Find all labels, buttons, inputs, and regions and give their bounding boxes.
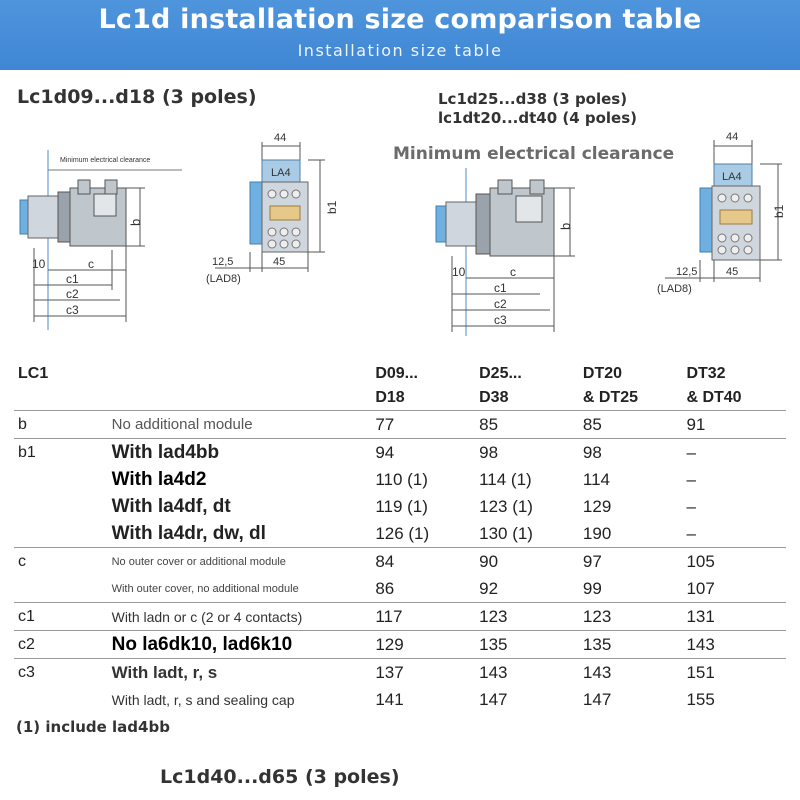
row-value: 117: [371, 603, 475, 631]
row-value: 129: [582, 496, 612, 516]
row-desc: With ladt, r, s: [108, 659, 372, 687]
lad8-label: (LAD8): [206, 273, 241, 285]
row-value: 137: [371, 659, 475, 687]
row-desc: No additional module: [108, 411, 372, 439]
dim-10-label-2: 10: [452, 265, 466, 279]
row-value: 84: [371, 548, 475, 576]
row-value: 91: [682, 411, 786, 439]
clearance-label-small: Minimum electrical clearance: [60, 157, 151, 164]
footnote: (1) include lad4bb: [16, 718, 170, 736]
header-col3-line2: & DT25: [582, 389, 639, 406]
dim-c-label-2: c: [510, 265, 516, 279]
dim-44-label-2: 44: [726, 131, 739, 143]
header-col1: D09...: [375, 365, 418, 382]
dim-c-label: c: [88, 257, 94, 271]
table-row: [14, 659, 786, 687]
row-value: 99: [582, 578, 602, 598]
row-value: 98: [475, 439, 579, 467]
header-col1-line2: D18: [375, 389, 405, 406]
row-value: 141: [375, 689, 404, 709]
row-value: –: [686, 496, 696, 516]
row-value: 123: [475, 603, 579, 631]
row-value: 92: [479, 578, 499, 598]
row-desc: With outer cover, no additional module: [111, 582, 299, 595]
row-desc: No outer cover or additional module: [108, 548, 372, 576]
row-desc: No la6dk10, lad6k10: [108, 631, 372, 659]
section-title-d40-d65: Lc1d40...d65 (3 poles): [160, 766, 400, 788]
row-desc: With la4d2: [111, 468, 207, 490]
table-row: [14, 520, 786, 548]
header-col4-line2: & DT40: [686, 389, 742, 406]
row-dim: c: [14, 548, 108, 576]
row-value: 85: [475, 411, 579, 439]
row-value: 143: [475, 659, 579, 687]
clearance-label-large: Minimum electrical clearance: [393, 144, 675, 164]
header-col2: D25...: [479, 365, 522, 382]
row-value: 190: [582, 523, 612, 543]
row-value: –: [686, 469, 696, 489]
table-row: [14, 466, 786, 493]
row-desc: With la4dr, dw, dl: [111, 522, 266, 544]
table-row: [14, 686, 786, 713]
row-dim: c3: [14, 659, 108, 687]
table-row: [14, 493, 786, 520]
row-dim: [14, 686, 108, 713]
row-value: 143: [682, 631, 786, 659]
row-value: –: [682, 439, 786, 467]
row-value: 105: [682, 548, 786, 576]
row-value: 86: [375, 578, 395, 598]
row-desc: With ladt, r, s and sealing cap: [111, 691, 295, 708]
section-title-d25-d38: Lc1d25...d38 (3 poles): [438, 90, 628, 108]
table-row: [14, 548, 786, 576]
header-label: LC1: [18, 365, 49, 382]
la4-module-label: LA4: [271, 167, 291, 179]
row-value: 147: [479, 689, 508, 709]
row-value: 129: [371, 631, 475, 659]
dim-12-5-label-2: 12,5: [676, 266, 698, 278]
table-row: [14, 575, 786, 603]
row-value: 114: [582, 469, 611, 489]
row-value: 123 (1): [479, 496, 533, 516]
dim-10-label: 10: [32, 257, 46, 271]
dim-44-label: 44: [274, 132, 287, 144]
header-col4: DT32: [686, 365, 726, 382]
la4-module-label-2: LA4: [722, 171, 742, 183]
row-value: 143: [579, 659, 683, 687]
dimension-drawings: [0, 0, 800, 360]
table-row: [14, 603, 786, 631]
banner-subtitle: Installation size table: [297, 41, 503, 60]
dim-b-label: b: [128, 218, 143, 226]
banner-title: Lc1d installation size comparison table: [98, 4, 702, 35]
row-value: 151: [682, 659, 786, 687]
row-value: 97: [579, 548, 683, 576]
dim-c1-label-2: c1: [494, 281, 507, 295]
dim-45-label: 45: [273, 256, 286, 268]
front-view-d09-d18: [215, 142, 325, 272]
table-header-row: [14, 362, 786, 386]
row-value: 77: [371, 411, 475, 439]
dim-b1-label: b1: [325, 200, 339, 214]
dim-45-label-2: 45: [726, 266, 739, 278]
row-value: 135: [579, 631, 683, 659]
row-dim: c1: [14, 603, 108, 631]
dim-c2-label-2: c2: [494, 297, 507, 311]
dim-c2-label: c2: [66, 287, 79, 301]
row-dim: b1: [14, 439, 108, 467]
row-dim: b: [14, 411, 108, 439]
header-col3: DT20: [582, 365, 623, 382]
section-title-dt20-dt40: lc1dt20...dt40 (4 poles): [438, 109, 638, 127]
section-title-d09-d18: Lc1d09...d18 (3 poles): [17, 86, 257, 108]
row-value: 85: [579, 411, 683, 439]
dim-12-5-label: 12,5: [212, 256, 234, 268]
front-view-d25-d38: [665, 140, 782, 282]
row-value: 147: [582, 689, 612, 709]
table-row: [14, 411, 786, 439]
row-value: 107: [686, 578, 715, 598]
dim-c3-label: c3: [66, 303, 79, 317]
dim-b1-label-2: b1: [772, 204, 786, 218]
row-value: 135: [475, 631, 579, 659]
row-value: 130 (1): [479, 523, 533, 543]
header-col2-line2: D38: [479, 389, 509, 406]
table-row: [14, 439, 786, 467]
table-header-row-2: [14, 386, 786, 411]
dim-c3-label-2: c3: [494, 313, 507, 327]
dim-b-label-2: b: [558, 222, 573, 230]
row-value: 155: [686, 689, 715, 709]
lad8-label-2: (LAD8): [657, 283, 692, 295]
row-dim: [14, 493, 108, 520]
row-desc: With ladn or c (2 or 4 contacts): [108, 603, 372, 631]
row-value: 98: [579, 439, 683, 467]
row-value: 110 (1): [375, 469, 428, 489]
row-desc: With la4df, dt: [111, 495, 231, 517]
row-desc: With lad4bb: [108, 439, 372, 467]
row-value: –: [686, 523, 696, 543]
row-dim: c2: [14, 631, 108, 659]
row-value: 123: [579, 603, 683, 631]
table-row: [14, 631, 786, 659]
row-value: 126 (1): [375, 523, 430, 543]
row-value: 90: [475, 548, 579, 576]
row-dim: [14, 575, 108, 603]
side-view-d09-d18: [20, 150, 182, 330]
row-value: 94: [371, 439, 475, 467]
dim-c1-label: c1: [66, 272, 79, 286]
row-value: 131: [682, 603, 786, 631]
row-dim: [14, 466, 108, 493]
row-dim: [14, 520, 108, 548]
row-value: 114 (1): [479, 469, 532, 489]
installation-size-table: [14, 362, 786, 713]
row-value: 119 (1): [375, 496, 428, 516]
